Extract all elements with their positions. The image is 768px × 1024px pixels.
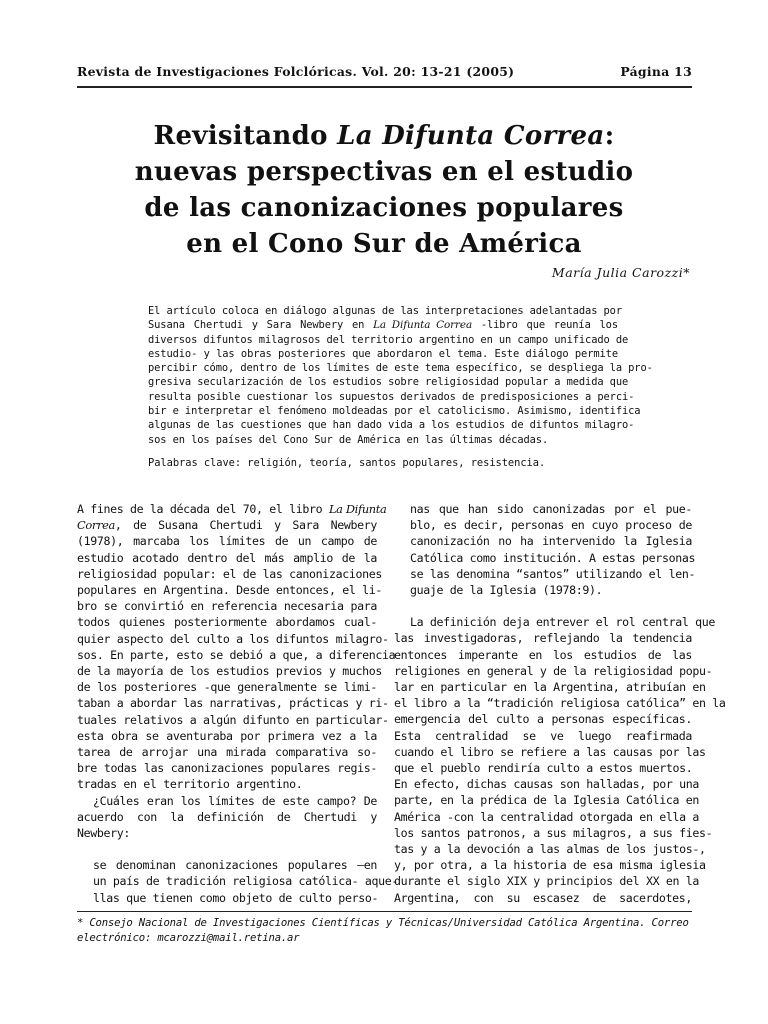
quote-line: Católica como institución. A estas personas xyxy=(410,550,696,565)
abstract-line: gresiva secularización de los estudios sobre religiosidad popular a medida que xyxy=(148,376,629,389)
body-line: sos. En parte, esto se debió a que, a diferencia xyxy=(77,647,396,662)
body-line: las investigadoras, reflejando la tendencia xyxy=(394,631,692,646)
body-line: religiones en general y de la religiosidad popu- xyxy=(394,663,713,678)
body-line: Argentina, con su escasez de sacerdotes, xyxy=(394,890,692,905)
abstract-line: El artículo coloca en diálogo algunas de las interpretaciones adelantadas por xyxy=(148,305,622,317)
footnote-line: electrónico: mcarozzi@mail.retina.ar xyxy=(77,932,300,944)
abstract-line: bir e interpretar el fenómeno moldeadas por el catolicismo. Asimismo, identifica xyxy=(148,405,641,418)
footnote xyxy=(77,916,692,946)
title-line-3: de las canonizaciones populares xyxy=(144,193,624,223)
body-line: bre todas las canonizaciones populares regis- xyxy=(77,761,377,776)
keywords: Palabras clave: religión, teoría, santos populares, resistencia. xyxy=(148,457,546,469)
body-line: que el pueblo rendiría culto a estos muertos. xyxy=(394,761,693,776)
abstract-line: diversos difuntos milagrosos del territorio argentino en un campo unificado de xyxy=(148,333,629,346)
footnote-rule xyxy=(77,911,692,912)
abstract-line: algunas de las cuestiones que han dado vida a los estudios de difuntos milagro- xyxy=(148,419,635,432)
body-line: En efecto, dichas causas son halladas, por una xyxy=(394,777,699,792)
body-line: tas y a la devoción a las almas de los justos-, xyxy=(394,842,706,857)
title-line-2: nuevas perspectivas en el estudio xyxy=(134,157,634,187)
quote-line: un país de tradición religiosa católica- aque- xyxy=(93,874,398,889)
body-line: tarea de arrojar una mirada comparativa so- xyxy=(77,745,377,760)
abstract-line: sos en los países del Cono Sur de América en las últimas décadas. xyxy=(148,433,549,446)
title-line-1: Revisitando La Difunta Correa: xyxy=(153,121,615,151)
body-line: ¿Cuáles eran los límites de este campo? De xyxy=(93,793,377,808)
abstract-line: resulta posible cuestionar los supuestos derivados de predisposiciones a perci- xyxy=(148,390,635,403)
page-number: Página 13 xyxy=(620,64,692,79)
abstract xyxy=(148,304,653,447)
quote-line: se las denomina “santos” utilizando el len- xyxy=(410,566,696,581)
body-line: los santos patronos, a sus milagros, a sus fies- xyxy=(394,825,713,840)
footnote-line: * Consejo Nacional de Investigaciones Científicas y Técnicas/Universidad Católica Argentina. Correo xyxy=(77,917,689,929)
body-line: América -con la centralidad otorgada en ella a xyxy=(394,809,699,824)
abstract-line: Susana Chertudi y Sara Newbery en La Difunta Correa -libro que reunía los xyxy=(148,319,618,332)
body-line: taban a abordar las narrativas, prácticas y ri- xyxy=(77,696,389,711)
paragraph-gap xyxy=(77,841,377,857)
author-name: María Julia Carozzi* xyxy=(551,265,690,280)
left-column xyxy=(77,501,398,906)
body-line: religiosidad popular: el de las canonizaciones xyxy=(77,566,382,581)
body-line: quier aspecto del culto a los difuntos milagro- xyxy=(77,631,389,646)
title-line-4: en el Cono Sur de América xyxy=(186,229,582,259)
quote-line: guaje de la Iglesia (1978:9). xyxy=(410,583,603,598)
body-line: y, por otra, a la historia de esa misma iglesia xyxy=(394,858,706,873)
body-line: parte, en la prédica de la Iglesia Católica en xyxy=(394,793,699,808)
paragraph-gap xyxy=(394,598,692,614)
body-line: Correa, de Susana Chertudi y Sara Newbery xyxy=(77,518,377,533)
body-line: de los posteriores -que generalmente se limi- xyxy=(77,680,377,695)
body-line: estudio acotado dentro del más amplio de la xyxy=(77,550,377,565)
body-line: Newbery: xyxy=(77,826,131,841)
body-line: cuando el libro se refiere a las causas por las xyxy=(394,744,706,759)
body-line: tuales relativos a algún difunto en particular- xyxy=(77,712,389,727)
body-line: emergencia del culto a personas específicas. xyxy=(394,712,692,727)
quote-line: llas que tienen como objeto de culto perso- xyxy=(93,890,379,905)
quote-line: nas que han sido canonizadas por el pue- xyxy=(410,502,692,516)
body-line: lar en particular en la Argentina, atribuían en xyxy=(394,680,706,695)
header-rule xyxy=(77,86,692,88)
body-line: de la mayoría de los estudios previos y muchos xyxy=(77,664,382,679)
body-line: A fines de la década del 70, el libro La Difunta xyxy=(77,502,387,516)
body-line: todos quienes posteriormente abordamos cual- xyxy=(77,615,377,630)
journal-citation: Revista de Investigaciones Folclóricas. Vol. 20: 13-21 (2005) xyxy=(77,64,515,79)
right-column xyxy=(394,501,726,906)
quote-line: blo, es decir, personas en cuyo proceso de xyxy=(410,518,692,533)
body-line: durante el siglo XIX y principios del XX en la xyxy=(394,874,699,889)
article-title xyxy=(110,118,658,262)
body-line: entonces imperante en los estudios de las xyxy=(394,647,692,662)
body-line: populares en Argentina. Desde entonces, el li- xyxy=(77,583,382,598)
body-line: bro se convirtió en referencia necesaria para xyxy=(77,599,377,614)
body-line: el libro a la “tradición religiosa católica” en la xyxy=(394,696,726,711)
body-line: acuerdo con la definición de Chertudi y xyxy=(77,809,377,824)
body-line: (1978), marcaba los límites de un campo de xyxy=(77,534,377,549)
quote-line: se denominan canonizaciones populares –en xyxy=(93,858,377,873)
body-line: esta obra se aventuraba por primera vez a la xyxy=(77,728,377,743)
abstract-line: percibir cómo, dentro de los límites de este tema específico, se despliega la pro- xyxy=(148,362,653,375)
quote-line: canonización no ha intervenido la Iglesia xyxy=(410,534,692,549)
body-line: La definición deja entrever el rol central que xyxy=(410,615,715,630)
body-line: Esta centralidad se ve luego reafirmada xyxy=(394,728,692,743)
body-line: tradas en el territorio argentino. xyxy=(77,777,303,792)
abstract-line: estudio- y las obras posteriores que abordaron el tema. Este diálogo permite xyxy=(148,347,618,360)
running-header xyxy=(77,64,692,84)
